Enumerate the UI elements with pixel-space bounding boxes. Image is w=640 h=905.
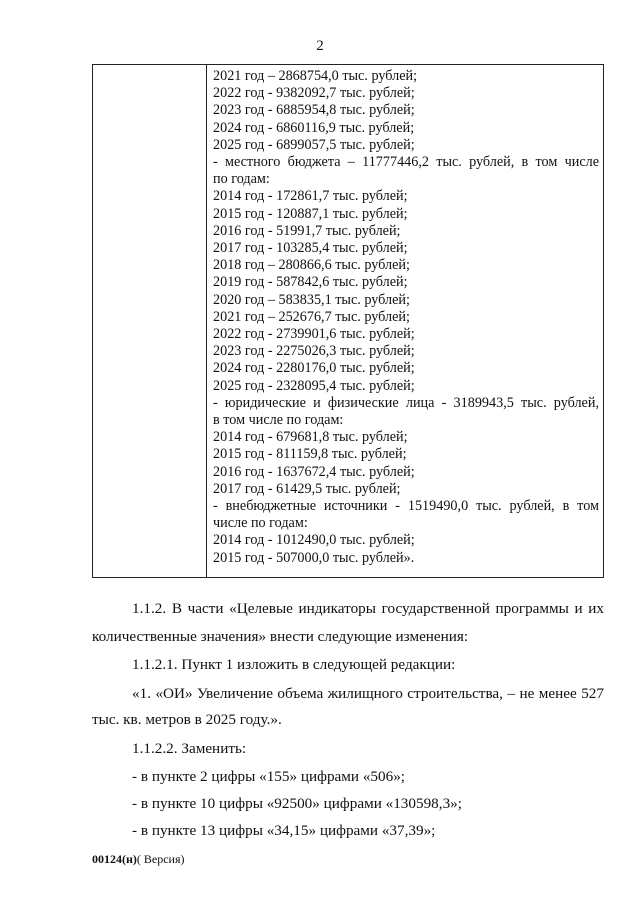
table-line: 2015 год - 120887,1 тыс. рублей;	[213, 205, 408, 222]
funding-table	[92, 64, 604, 578]
paragraph-1-line-1: 1.1.2. В части «Целевые индикаторы государственной программы и их	[132, 600, 604, 617]
table-line: - внебюджетные источники - 1519490,0 тыс. рублей, в том	[213, 498, 599, 515]
table-line: - юридические и физические лица - 3189943,5 тыс. рублей,	[213, 394, 599, 411]
paragraph-2: 1.1.2.1. Пункт 1 изложить в следующей редакции:	[132, 656, 456, 673]
table-line: 2024 год - 2280176,0 тыс. рублей;	[213, 360, 415, 377]
table-line: 2021 год – 2868754,0 тыс. рублей;	[213, 68, 418, 84]
table-line: 2022 год - 9382092,7 тыс. рублей;	[213, 85, 415, 102]
table-line: числе по годам:	[213, 515, 308, 532]
paragraph-3-line-1: «1. «ОИ» Увеличение объема жилищного строительства, – не менее 527	[132, 685, 604, 702]
table-right-cell	[207, 65, 603, 577]
list-item: - в пункте 2 цифры «155» цифрами «506»;	[132, 768, 406, 785]
paragraph-3-line-2: тыс. кв. метров в 2025 году.».	[92, 711, 282, 728]
table-line: 2018 год – 280866,6 тыс. рублей;	[213, 257, 410, 274]
table-line: 2024 год - 6860116,9 тыс. рублей;	[213, 119, 415, 136]
document-code	[92, 852, 185, 867]
table-line: 2021 год – 252676,7 тыс. рублей;	[213, 308, 410, 325]
table-line: 2023 год - 2275026,3 тыс. рублей;	[213, 343, 415, 360]
paragraph-4: 1.1.2.2. Заменить:	[132, 740, 247, 757]
list-item: - в пункте 10 цифры «92500» цифрами «130598,3»;	[132, 795, 462, 812]
table-line: 2017 год - 103285,4 тыс. рублей;	[213, 240, 408, 257]
document-code-number: 00124(н)	[92, 852, 137, 866]
table-left-cell	[93, 65, 207, 577]
table-line: 2014 год - 1012490,0 тыс. рублей;	[213, 532, 415, 549]
table-line: в том числе по годам:	[213, 412, 344, 429]
table-line: 2025 год - 2328095,4 тыс. рублей;	[213, 377, 415, 394]
table-line: 2019 год - 587842,6 тыс. рублей;	[213, 274, 408, 291]
table-line: 2016 год - 51991,7 тыс. рублей;	[213, 222, 401, 239]
table-line: 2025 год - 6899057,5 тыс. рублей;	[213, 136, 415, 153]
table-line: 2020 год – 583835,1 тыс. рублей;	[213, 291, 410, 308]
table-line: 2017 год - 61429,5 тыс. рублей;	[213, 480, 401, 497]
list-item: - в пункте 13 цифры «34,15» цифрами «37,39»;	[132, 822, 436, 839]
table-line: 2016 год - 1637672,4 тыс. рублей;	[213, 463, 415, 480]
table-line: 2022 год - 2739901,6 тыс. рублей;	[213, 326, 415, 343]
table-line: - местного бюджета – 11777446,2 тыс. рублей, в том числе	[213, 154, 599, 171]
paragraph-1-line-2: количественные значения» внести следующие изменения:	[92, 628, 469, 645]
table-line: 2015 год - 811159,8 тыс. рублей;	[213, 446, 407, 463]
table-line: 2014 год - 172861,7 тыс. рублей;	[213, 188, 408, 205]
table-line: по годам:	[213, 171, 270, 188]
table-line: 2023 год - 6885954,8 тыс. рублей;	[213, 102, 415, 119]
document-version: ( Версия)	[136, 852, 185, 866]
table-line: 2015 год - 507000,0 тыс. рублей».	[213, 549, 415, 566]
page-number: 2	[316, 38, 324, 54]
table-line: 2014 год - 679681,8 тыс. рублей;	[213, 429, 408, 446]
